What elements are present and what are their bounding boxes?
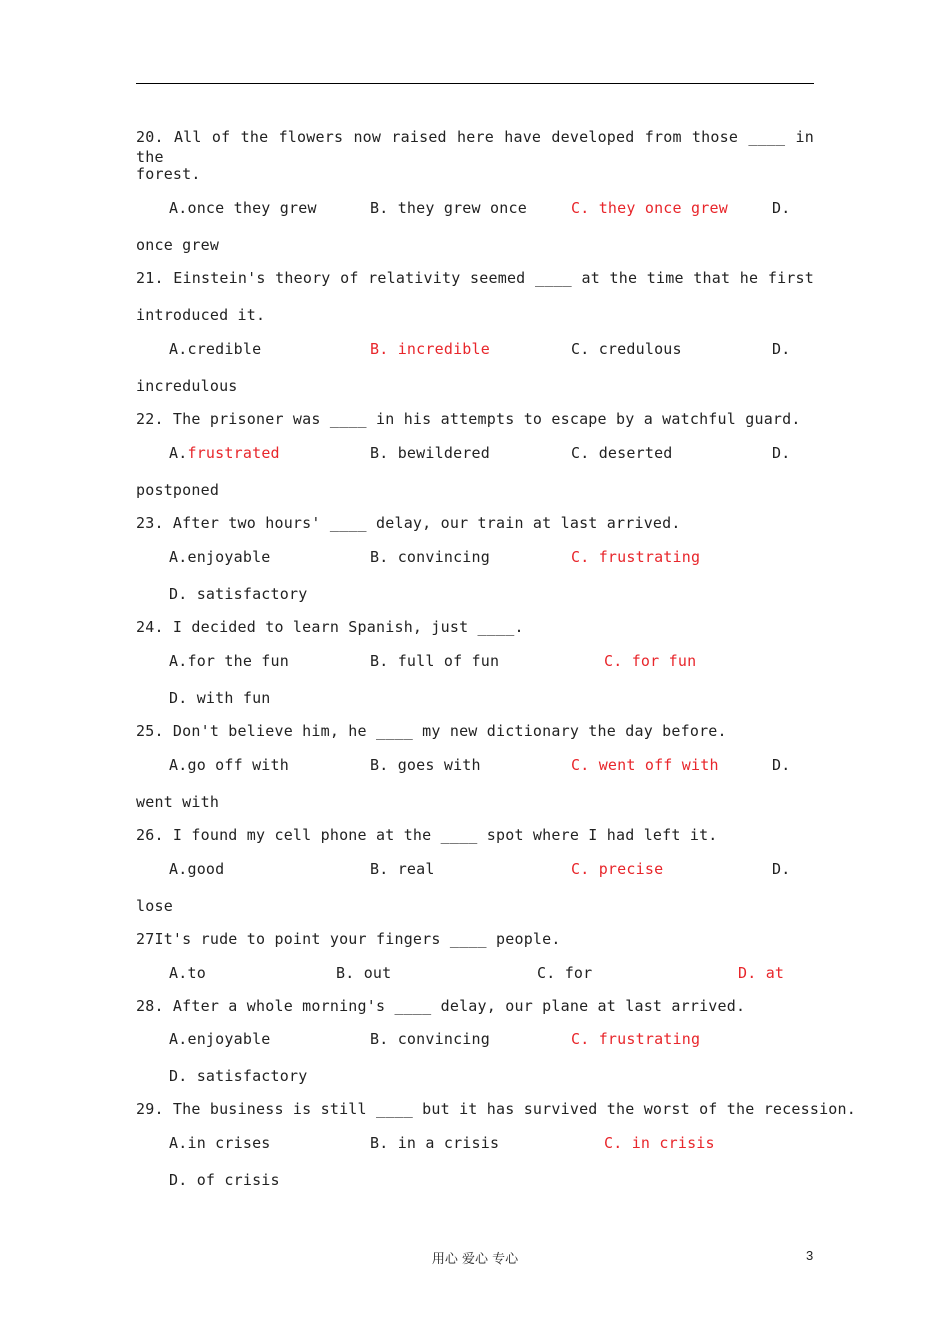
question-28-option-b: B. convincing (370, 1030, 490, 1048)
question-24-stem: 24. I decided to learn Spanish, just ____. (136, 618, 524, 636)
question-20-option-d: D. (772, 199, 791, 217)
question-22-stem: 22. The prisoner was ____ in his attempts to escape by a watchful guard. (136, 410, 801, 428)
question-28-stem: 28. After a whole morning's ____ delay, our plane at last arrived. (136, 997, 746, 1015)
question-21-option-c: C. credulous (571, 340, 682, 358)
question-21-option-d: D. (772, 340, 791, 358)
question-22-option-d-text: postponed (136, 481, 220, 499)
question-25-stem: 25. Don't believe him, he ____ my new dictionary the day before. (136, 722, 727, 740)
question-23-stem: 23. After two hours' ____ delay, our train at last arrived. (136, 514, 681, 532)
question-27-option-a: A.to (169, 964, 206, 982)
question-22-option-c: C. deserted (571, 444, 673, 462)
question-26-option-d: D. (772, 860, 791, 878)
question-29-option-b: B. in a crisis (370, 1134, 500, 1152)
question-22-option-b: B. bewildered (370, 444, 490, 462)
question-20-option-a: A.once they grew (169, 199, 317, 217)
question-25-option-b: B. goes with (370, 756, 481, 774)
question-26-option-b: B. real (370, 860, 435, 878)
question-26-option-a: A.good (169, 860, 225, 878)
question-24-option-c-answer: C. for fun (604, 652, 697, 670)
question-25-option-d: D. (772, 756, 791, 774)
question-24-option-b: B. full of fun (370, 652, 500, 670)
question-20-option-c-answer: C. they once grew (571, 199, 728, 217)
question-27-option-d-answer: D. at (738, 964, 785, 982)
header-rule (136, 83, 814, 84)
question-23-option-b: B. convincing (370, 548, 490, 566)
question-27-stem: 27It's rude to point your fingers ____ people. (136, 930, 561, 948)
question-29-option-c-answer: C. in crisis (604, 1134, 715, 1152)
question-22-option-a-letter: A. (169, 444, 188, 462)
question-24-option-d: D. with fun (169, 689, 271, 707)
page-footer: 用心 爱心 专心 (431, 1252, 519, 1267)
question-27-option-c: C. for (537, 964, 593, 982)
question-21-option-a: A.credible (169, 340, 262, 358)
question-29-stem: 29. The business is still ____ but it has survived the worst of the recession. (136, 1100, 856, 1118)
question-25-option-a: A.go off with (169, 756, 289, 774)
question-26-option-c-answer: C. precise (571, 860, 664, 878)
question-28-option-a: A.enjoyable (169, 1030, 271, 1048)
page-number: 3 (806, 1248, 814, 1263)
question-23-option-a: A.enjoyable (169, 548, 271, 566)
question-25-option-c-answer: C. went off with (571, 756, 719, 774)
question-20-option-d-text: once grew (136, 236, 220, 254)
question-21-option-b-answer: B. incredible (370, 340, 490, 358)
question-21-stem-line1: 21. Einstein's theory of relativity seemed ____ at the time that he first (136, 269, 814, 287)
question-22-option-a-answer: frustrated (187, 444, 280, 462)
question-22-option-d: D. (772, 444, 791, 462)
question-29-option-a: A.in crises (169, 1134, 271, 1152)
question-23-option-c-answer: C. frustrating (571, 548, 701, 566)
question-20-stem-line1: 20. All of the flowers now raised here have developed from those ____ in the (136, 128, 814, 166)
question-27-option-b: B. out (336, 964, 392, 982)
question-28-option-c-answer: C. frustrating (571, 1030, 701, 1048)
question-20-option-b: B. they grew once (370, 199, 527, 217)
question-24-option-a: A.for the fun (169, 652, 289, 670)
question-20-stem-line2: forest. (136, 165, 201, 183)
question-25-option-d-text: went with (136, 793, 220, 811)
question-23-option-d: D. satisfactory (169, 585, 308, 603)
question-22-option-a (169, 443, 280, 463)
question-21-stem-line2: introduced it. (136, 306, 266, 324)
question-26-option-d-text: lose (136, 897, 173, 915)
question-28-option-d: D. satisfactory (169, 1067, 308, 1085)
question-21-option-d-text: incredulous (136, 377, 238, 395)
question-29-option-d: D. of crisis (169, 1171, 280, 1189)
question-26-stem: 26. I found my cell phone at the ____ spot where I had left it. (136, 826, 718, 844)
